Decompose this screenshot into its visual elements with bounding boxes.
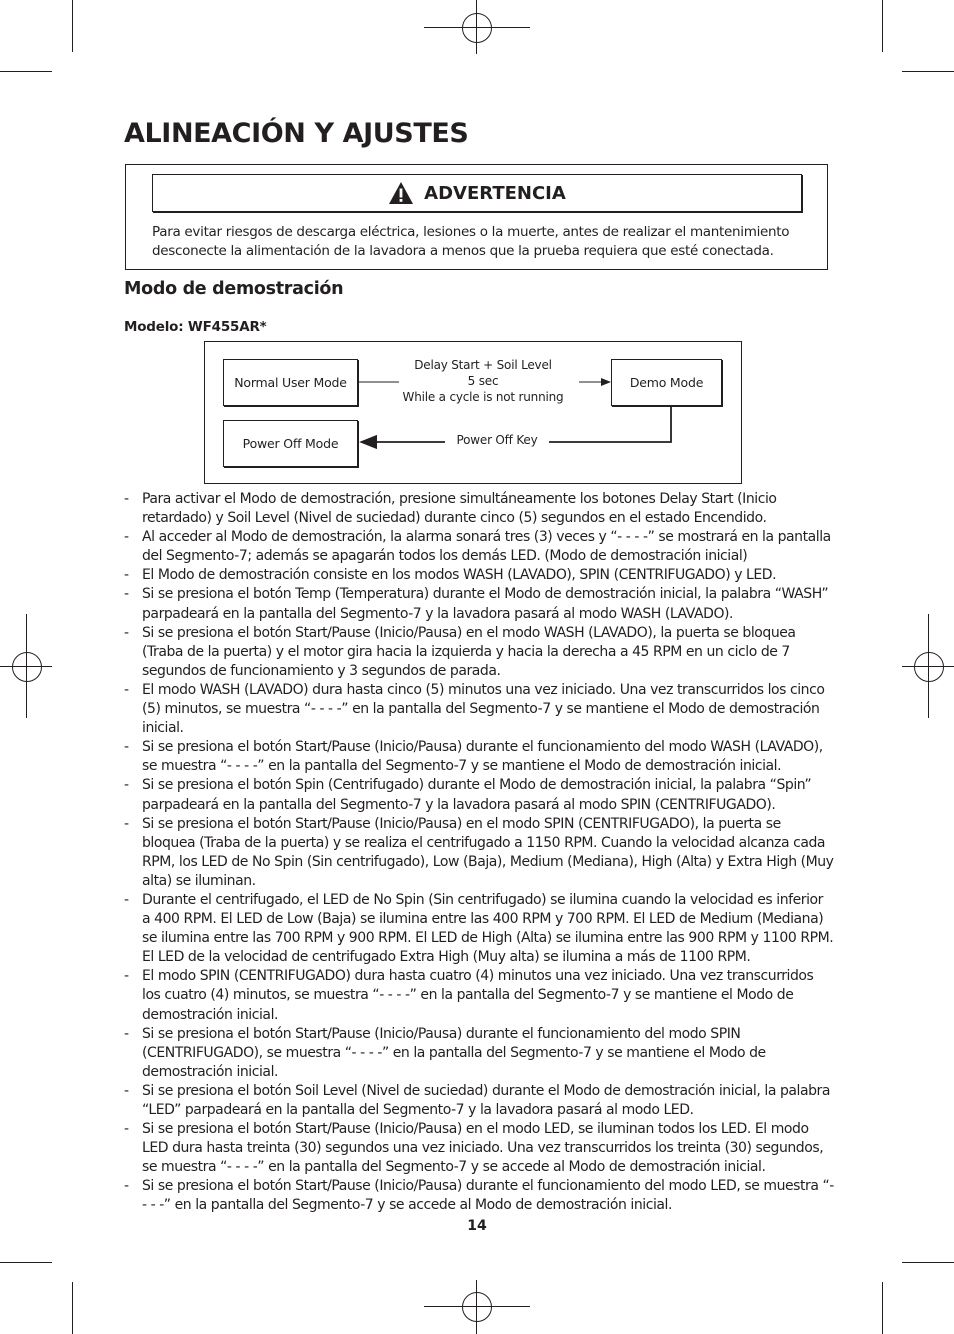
- list-item-text: Si se presiona el botón Start/Pause (Inicio/Pausa) durante el funcionamiento del modo LED, se muestra “- - - -” en la pantalla del Segmento-7 y se accede al Modo de demostración inicial.: [142, 1178, 834, 1214]
- bullet-dash: -: [124, 739, 129, 756]
- list-item-text: Si se presiona el botón Temp (Temperatura) durante el Modo de demostración inicial, la palabra “WASH” parpadeará en la pantalla del Segmento-7 y la lavadora pasará al modo WASH (LAVADO).: [142, 586, 829, 622]
- warning-triangle-icon: [388, 181, 414, 205]
- bullet-dash: -: [124, 1121, 129, 1138]
- list-item-text: Si se presiona el botón Start/Pause (Inicio/Pausa) durante el funcionamiento del modo SPIN (CENTRIFUGADO), se muestra “- - - -” en la pantalla del Segmento-7 y se mantiene el Modo de demostración inicial.: [142, 1025, 766, 1080]
- list-item-text: Si se presiona el botón Start/Pause (Inicio/Pausa) durante el funcionamiento del modo WASH (LAVADO), se muestra “- - - -” en la pantalla del Segmento-7 y se mantiene el Modo de demostración inicial.: [142, 739, 823, 775]
- bullet-dash: -: [124, 815, 129, 832]
- warning-box: [125, 164, 828, 270]
- crop-mark: [0, 1262, 52, 1263]
- list-item-text: Para activar el Modo de demostración, presione simultáneamente los botones Delay Start (Inicio retardado) y Soil Level (Nivel de suciedad) durante cinco (5) segundos en el estado Encendido.: [142, 491, 777, 527]
- list-item-text: El modo WASH (LAVADO) dura hasta cinco (5) minutos una vez iniciado. Una vez transcurridos los cinco (5) minutos, se muestra “- - - -” en la pantalla del Segmento-7 y se mantiene el Modo de demostración inicial.: [142, 681, 825, 737]
- list-item: [122, 1177, 834, 1215]
- transition-label: [383, 357, 583, 405]
- bullet-dash: -: [124, 586, 129, 603]
- bullet-dash: -: [124, 777, 129, 794]
- demo-mode-box: Demo Mode: [611, 359, 722, 406]
- page-number: 14: [467, 1218, 487, 1234]
- model-label: Modelo: WF455AR*: [124, 319, 267, 335]
- power-off-mode-box: Power Off Mode: [223, 420, 358, 467]
- warning-header: [152, 174, 802, 212]
- list-item-text: Si se presiona el botón Start/Pause (Inicio/Pausa) en el modo SPIN (CENTRIFUGADO), la puerta se bloquea (Traba de la puerta) y se realiza el centrifugado a 1150 RPM. Cuando la velocidad alcanza cada RPM, los LED de No Spin (Sin centrifugado), Low (Baja), Medium (Mediana), High (Alta) y Extra High (Muy alta) se iluminan.: [142, 815, 834, 889]
- list-item: [122, 738, 834, 776]
- page-title: ALINEACIÓN Y AJUSTES: [124, 118, 469, 149]
- registration-mark: [462, 13, 492, 43]
- crop-mark: [902, 71, 954, 72]
- transition-line: Delay Start + Soil Level: [414, 358, 552, 372]
- section-title: Modo de demostración: [124, 279, 344, 299]
- list-item: [122, 624, 834, 681]
- crop-mark: [882, 0, 883, 52]
- power-off-key-label: Power Off Key: [456, 433, 538, 447]
- list-item: [122, 585, 834, 623]
- list-item: [122, 815, 834, 891]
- list-item-text: El Modo de demostración consiste en los modos WASH (LAVADO), SPIN (CENTRIFUGADO) y LED.: [142, 567, 777, 584]
- connector-demo-down: [549, 406, 671, 442]
- list-item-text: Si se presiona el botón Soil Level (Nivel de suciedad) durante el Modo de demostración inicial, la palabra “LED” parpadeará en la pantalla del Segmento-7 y la lavadora pasará al modo LED.: [142, 1082, 830, 1118]
- list-item-text: Si se presiona el botón Spin (Centrifugado) durante el Modo de demostración inicial, la palabra “Spin” parpadeará en la pantalla del Segmento-7 y la lavadora pasará al modo SPIN (CENTRIFUGADO).: [142, 777, 812, 813]
- crop-mark: [902, 1262, 954, 1263]
- crop-mark: [0, 71, 52, 72]
- registration-mark: [12, 652, 42, 682]
- list-item: [122, 776, 834, 814]
- list-item: [122, 1120, 834, 1177]
- registration-mark: [462, 1292, 492, 1322]
- list-item: [122, 1082, 834, 1120]
- transition-line: 5 sec: [467, 374, 499, 388]
- list-item-text: Si se presiona el botón Start/Pause (Inicio/Pausa) en el modo LED, se iluminan todos los LED. El modo LED dura hasta treinta (30) segundos una vez iniciado. Una vez transcurridos los treinta (30) segundos, se muestra “- - - -” en la pantalla del Segmento-7 y se accede al Modo de demostración inicial.: [142, 1121, 824, 1176]
- list-item-text: Durante el centrifugado, el LED de No Spin (Sin centrifugado) se ilumina cuando la velocidad es inferior a 400 RPM. El LED de Low (Baja) se ilumina entre las 400 RPM y 700 RPM. El LED de Medium (Mediana) se ilumina entre las 700 RPM y 900 RPM. El LED de High (Alta) se ilumina entre las 900 RPM y 1100 RPM. El LED de la velocidad de centrifugado Extra High (Muy alta) se ilumina a más de 1100 RPM.: [142, 891, 834, 966]
- transition-line: While a cycle is not running: [402, 390, 564, 404]
- bullet-dash: -: [124, 624, 129, 641]
- list-item: [122, 1025, 834, 1082]
- list-item: [122, 528, 834, 566]
- crop-mark: [882, 1282, 883, 1334]
- list-item-text: El modo SPIN (CENTRIFUGADO) dura hasta cuatro (4) minutos una vez iniciado. Una vez transcurridos los cuatro (4) minutos, se muestra “- - - -” en la pantalla del Segmento-7 y se mantiene el Modo de demostración inicial.: [142, 968, 814, 1023]
- registration-mark: [914, 652, 944, 682]
- bullet-dash: -: [124, 1025, 129, 1042]
- list-item-text: Si se presiona el botón Start/Pause (Inicio/Pausa) en el modo WASH (LAVADO), la puerta se bloquea (Traba de la puerta) y el motor gira hacia la izquierda y hacia la derecha a 45 RPM en un ciclo de 7 segundos de funcionamiento y 3 segundos de parada.: [142, 624, 796, 679]
- list-item: [122, 967, 834, 1024]
- bullet-dash: -: [124, 891, 129, 908]
- bullet-dash: -: [124, 491, 129, 507]
- bullet-dash: -: [124, 968, 129, 985]
- list-item: [122, 891, 834, 967]
- crop-mark: [72, 0, 73, 52]
- normal-user-mode-box: Normal User Mode: [223, 359, 358, 406]
- warning-text: Para evitar riesgos de descarga eléctrica, lesiones o la muerte, antes de realizar el mantenimiento desconecte la alimentación de la lavadora a menos que la prueba requiera que esté conectada.: [152, 224, 790, 259]
- bullet-dash: -: [124, 1178, 129, 1195]
- warning-heading: ADVERTENCIA: [424, 182, 566, 204]
- list-item: [122, 490, 834, 528]
- bullet-dash: -: [124, 1082, 129, 1099]
- bullet-dash: -: [124, 529, 129, 546]
- demo-mode-instructions: [122, 490, 834, 1216]
- bullet-dash: -: [124, 681, 129, 698]
- bullet-dash: -: [124, 567, 129, 584]
- list-item-text: Al acceder al Modo de demostración, la alarma sonará tres (3) veces y “- - - -” se mostrará en la pantalla del Segmento-7; además se apagarán todos los demás LED. (Modo de demostración inicial): [142, 529, 831, 565]
- list-item: [122, 566, 834, 585]
- demo-mode-diagram: [204, 341, 742, 484]
- list-item: [122, 681, 834, 738]
- crop-mark: [72, 1282, 73, 1334]
